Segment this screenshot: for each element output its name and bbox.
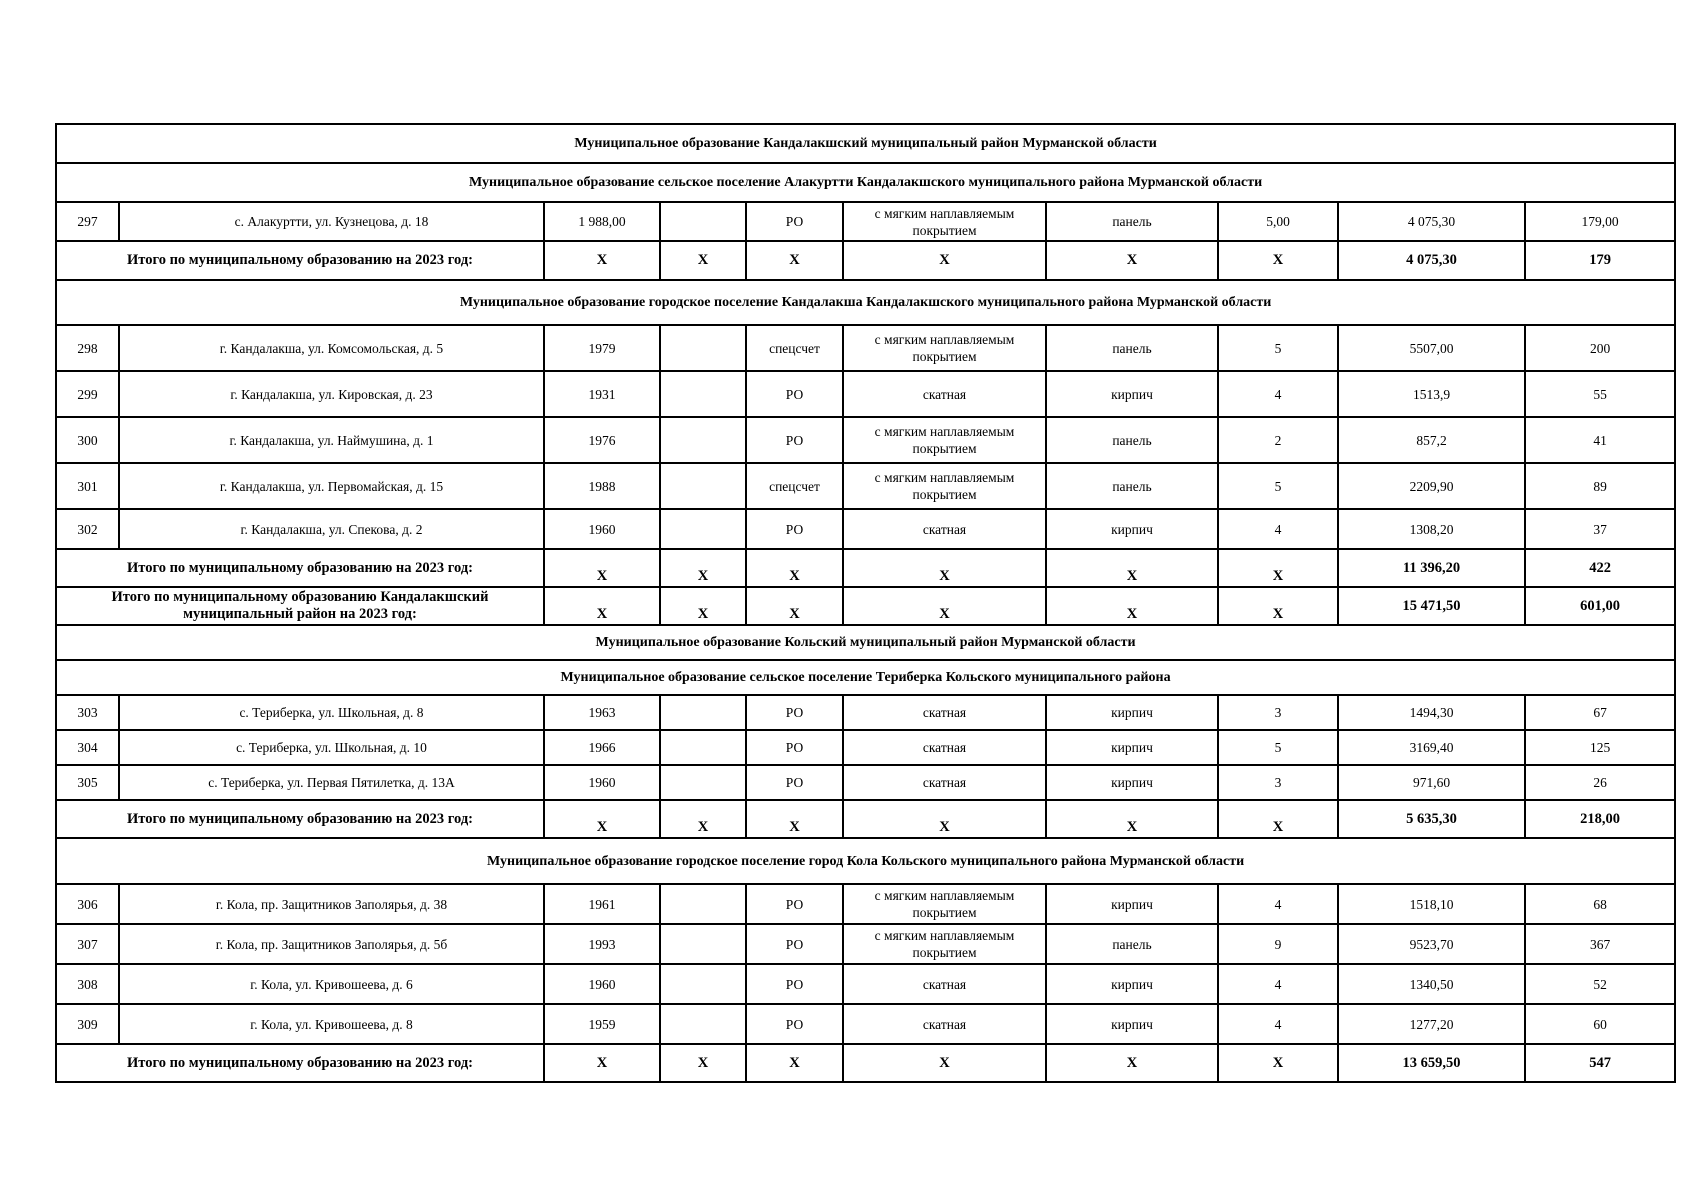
wall-material: панель	[1046, 463, 1218, 509]
total-area: 11 396,20	[1338, 549, 1525, 587]
fund-type: РО	[746, 964, 843, 1004]
area: 857,2	[1338, 417, 1525, 463]
address: с. Териберка, ул. Школьная, д. 8	[119, 695, 544, 730]
roof-type: с мягким наплавляемым покрытием	[843, 884, 1046, 924]
table-row	[56, 463, 1675, 509]
wall-material: кирпич	[1046, 1004, 1218, 1044]
roof-type: скатная	[843, 964, 1046, 1004]
x-mark: X	[1046, 549, 1218, 587]
year: 1959	[544, 1004, 660, 1044]
x-mark: X	[544, 241, 660, 280]
x-mark: X	[1218, 800, 1338, 838]
capital-repair-table	[55, 123, 1676, 1083]
floors: 9	[1218, 924, 1338, 964]
total-label: Итого по муниципальному образованию на 2023 год:	[56, 549, 544, 587]
row-number: 304	[56, 730, 119, 765]
table-row	[56, 417, 1675, 463]
floors: 3	[1218, 695, 1338, 730]
section-title: Муниципальное образование городское поселение город Кола Кольского муниципального района Мурманской области	[56, 838, 1675, 884]
residents: 26	[1525, 765, 1675, 800]
wall-material: панель	[1046, 325, 1218, 371]
total-area: 5 635,30	[1338, 800, 1525, 838]
row-number: 308	[56, 964, 119, 1004]
year: 1960	[544, 964, 660, 1004]
x-mark: X	[544, 800, 660, 838]
x-mark: X	[660, 1044, 746, 1082]
floors: 5,00	[1218, 202, 1338, 241]
table-row	[56, 730, 1675, 765]
blank-cell	[660, 202, 746, 241]
fund-type: РО	[746, 730, 843, 765]
section-header-row	[56, 660, 1675, 695]
year: 1961	[544, 884, 660, 924]
fund-type: РО	[746, 509, 843, 549]
residents: 67	[1525, 695, 1675, 730]
row-number: 301	[56, 463, 119, 509]
address: г. Кола, пр. Защитников Заполярья, д. 5б	[119, 924, 544, 964]
total-residents: 218,00	[1525, 800, 1675, 838]
table-row	[56, 202, 1675, 241]
residents: 200	[1525, 325, 1675, 371]
x-mark: X	[1046, 241, 1218, 280]
residents: 179,00	[1525, 202, 1675, 241]
fund-type: РО	[746, 417, 843, 463]
fund-type: РО	[746, 1004, 843, 1044]
total-residents: 422	[1525, 549, 1675, 587]
total-row	[56, 241, 1675, 280]
roof-type: с мягким наплавляемым покрытием	[843, 325, 1046, 371]
blank-cell	[660, 417, 746, 463]
table-row	[56, 371, 1675, 417]
year: 1960	[544, 765, 660, 800]
x-mark: X	[746, 1044, 843, 1082]
row-number: 300	[56, 417, 119, 463]
floors: 5	[1218, 730, 1338, 765]
roof-type: скатная	[843, 765, 1046, 800]
table-row	[56, 695, 1675, 730]
year: 1960	[544, 509, 660, 549]
area: 4 075,30	[1338, 202, 1525, 241]
section-header-row	[56, 163, 1675, 202]
area: 5507,00	[1338, 325, 1525, 371]
x-mark: X	[544, 549, 660, 587]
floors: 4	[1218, 509, 1338, 549]
floors: 4	[1218, 884, 1338, 924]
section-title: Муниципальное образование сельское поселение Алакуртти Кандалакшского муниципального района Мурманской области	[56, 163, 1675, 202]
residents: 55	[1525, 371, 1675, 417]
fund-type: РО	[746, 884, 843, 924]
area: 1513,9	[1338, 371, 1525, 417]
residents: 68	[1525, 884, 1675, 924]
row-number: 302	[56, 509, 119, 549]
total-residents: 601,00	[1525, 587, 1675, 625]
floors: 4	[1218, 371, 1338, 417]
floors: 4	[1218, 1004, 1338, 1044]
table-row	[56, 924, 1675, 964]
row-number: 305	[56, 765, 119, 800]
wall-material: кирпич	[1046, 509, 1218, 549]
area: 971,60	[1338, 765, 1525, 800]
total-row	[56, 549, 1675, 587]
blank-cell	[660, 325, 746, 371]
blank-cell	[660, 765, 746, 800]
area: 2209,90	[1338, 463, 1525, 509]
total-residents: 547	[1525, 1044, 1675, 1082]
area: 1277,20	[1338, 1004, 1525, 1044]
section-header-row	[56, 838, 1675, 884]
wall-material: кирпич	[1046, 695, 1218, 730]
x-mark: X	[1218, 587, 1338, 625]
year: 1993	[544, 924, 660, 964]
row-number: 298	[56, 325, 119, 371]
wall-material: кирпич	[1046, 730, 1218, 765]
fund-type: РО	[746, 695, 843, 730]
wall-material: кирпич	[1046, 964, 1218, 1004]
wall-material: кирпич	[1046, 884, 1218, 924]
x-mark: X	[1046, 587, 1218, 625]
section-header-row	[56, 280, 1675, 325]
residents: 60	[1525, 1004, 1675, 1044]
blank-cell	[660, 509, 746, 549]
district-total-row	[56, 587, 1675, 625]
area: 1340,50	[1338, 964, 1525, 1004]
row-number: 299	[56, 371, 119, 417]
roof-type: скатная	[843, 509, 1046, 549]
area: 1308,20	[1338, 509, 1525, 549]
x-mark: X	[843, 241, 1046, 280]
district-total-label: Итого по муниципальному образованию Кандалакшский муниципальный район на 2023 год:	[56, 587, 544, 625]
address: с. Териберка, ул. Первая Пятилетка, д. 13А	[119, 765, 544, 800]
area: 9523,70	[1338, 924, 1525, 964]
section-header-row	[56, 124, 1675, 163]
section-title: Муниципальное образование Кандалакшский муниципальный район Мурманской области	[56, 124, 1675, 163]
total-label: Итого по муниципальному образованию на 2023 год:	[56, 800, 544, 838]
blank-cell	[660, 924, 746, 964]
section-header-row	[56, 625, 1675, 660]
section-title: Муниципальное образование сельское поселение Териберка Кольского муниципального района	[56, 660, 1675, 695]
row-number: 306	[56, 884, 119, 924]
wall-material: кирпич	[1046, 765, 1218, 800]
total-label: Итого по муниципальному образованию на 2023 год:	[56, 1044, 544, 1082]
total-residents: 179	[1525, 241, 1675, 280]
roof-type: с мягким наплавляемым покрытием	[843, 417, 1046, 463]
wall-material: панель	[1046, 417, 1218, 463]
year: 1988	[544, 463, 660, 509]
x-mark: X	[746, 241, 843, 280]
floors: 5	[1218, 325, 1338, 371]
x-mark: X	[544, 1044, 660, 1082]
year: 1976	[544, 417, 660, 463]
address: г. Кандалакша, ул. Кировская, д. 23	[119, 371, 544, 417]
fund-type: РО	[746, 371, 843, 417]
floors: 5	[1218, 463, 1338, 509]
address: г. Кола, ул. Кривошеева, д. 6	[119, 964, 544, 1004]
total-area: 4 075,30	[1338, 241, 1525, 280]
year: 1966	[544, 730, 660, 765]
roof-type: с мягким наплавляемым покрытием	[843, 924, 1046, 964]
address: г. Кола, пр. Защитников Заполярья, д. 38	[119, 884, 544, 924]
residents: 41	[1525, 417, 1675, 463]
x-mark: X	[660, 800, 746, 838]
x-mark: X	[660, 549, 746, 587]
total-area: 13 659,50	[1338, 1044, 1525, 1082]
blank-cell	[660, 884, 746, 924]
x-mark: X	[843, 587, 1046, 625]
x-mark: X	[544, 587, 660, 625]
fund-type: спецсчет	[746, 325, 843, 371]
x-mark: X	[843, 800, 1046, 838]
address: г. Кандалакша, ул. Комсомольская, д. 5	[119, 325, 544, 371]
x-mark: X	[1218, 241, 1338, 280]
year: 1979	[544, 325, 660, 371]
x-mark: X	[1218, 1044, 1338, 1082]
total-row	[56, 800, 1675, 838]
year: 1 988,00	[544, 202, 660, 241]
x-mark: X	[746, 587, 843, 625]
total-area: 15 471,50	[1338, 587, 1525, 625]
blank-cell	[660, 730, 746, 765]
roof-type: с мягким наплавляемым покрытием	[843, 202, 1046, 241]
wall-material: панель	[1046, 202, 1218, 241]
fund-type: спецсчет	[746, 463, 843, 509]
table-row	[56, 1004, 1675, 1044]
address: г. Кандалакша, ул. Первомайская, д. 15	[119, 463, 544, 509]
fund-type: РО	[746, 924, 843, 964]
total-row	[56, 1044, 1675, 1082]
area: 1494,30	[1338, 695, 1525, 730]
x-mark: X	[1218, 549, 1338, 587]
roof-type: скатная	[843, 1004, 1046, 1044]
blank-cell	[660, 463, 746, 509]
fund-type: РО	[746, 765, 843, 800]
x-mark: X	[1046, 800, 1218, 838]
area: 3169,40	[1338, 730, 1525, 765]
row-number: 309	[56, 1004, 119, 1044]
row-number: 297	[56, 202, 119, 241]
blank-cell	[660, 1004, 746, 1044]
residents: 367	[1525, 924, 1675, 964]
year: 1931	[544, 371, 660, 417]
residents: 125	[1525, 730, 1675, 765]
blank-cell	[660, 695, 746, 730]
residents: 52	[1525, 964, 1675, 1004]
row-number: 303	[56, 695, 119, 730]
floors: 3	[1218, 765, 1338, 800]
x-mark: X	[746, 800, 843, 838]
table-row	[56, 509, 1675, 549]
blank-cell	[660, 371, 746, 417]
roof-type: скатная	[843, 695, 1046, 730]
section-title: Муниципальное образование городское поселение Кандалакша Кандалакшского муниципального района Мурманской области	[56, 280, 1675, 325]
residents: 37	[1525, 509, 1675, 549]
residents: 89	[1525, 463, 1675, 509]
address: г. Кандалакша, ул. Спекова, д. 2	[119, 509, 544, 549]
roof-type: с мягким наплавляемым покрытием	[843, 463, 1046, 509]
x-mark: X	[660, 241, 746, 280]
wall-material: кирпич	[1046, 371, 1218, 417]
x-mark: X	[843, 1044, 1046, 1082]
section-title: Муниципальное образование Кольский муниципальный район Мурманской области	[56, 625, 1675, 660]
address: г. Кола, ул. Кривошеева, д. 8	[119, 1004, 544, 1044]
x-mark: X	[746, 549, 843, 587]
wall-material: панель	[1046, 924, 1218, 964]
x-mark: X	[1046, 1044, 1218, 1082]
address: г. Кандалакша, ул. Наймушина, д. 1	[119, 417, 544, 463]
address: с. Териберка, ул. Школьная, д. 10	[119, 730, 544, 765]
fund-type: РО	[746, 202, 843, 241]
roof-type: скатная	[843, 730, 1046, 765]
x-mark: X	[660, 587, 746, 625]
table-row	[56, 884, 1675, 924]
blank-cell	[660, 964, 746, 1004]
year: 1963	[544, 695, 660, 730]
table-row	[56, 964, 1675, 1004]
table-row	[56, 765, 1675, 800]
x-mark: X	[843, 549, 1046, 587]
address: с. Алакуртти, ул. Кузнецова, д. 18	[119, 202, 544, 241]
floors: 2	[1218, 417, 1338, 463]
roof-type: скатная	[843, 371, 1046, 417]
table-row	[56, 325, 1675, 371]
area: 1518,10	[1338, 884, 1525, 924]
total-label: Итого по муниципальному образованию на 2023 год:	[56, 241, 544, 280]
floors: 4	[1218, 964, 1338, 1004]
row-number: 307	[56, 924, 119, 964]
